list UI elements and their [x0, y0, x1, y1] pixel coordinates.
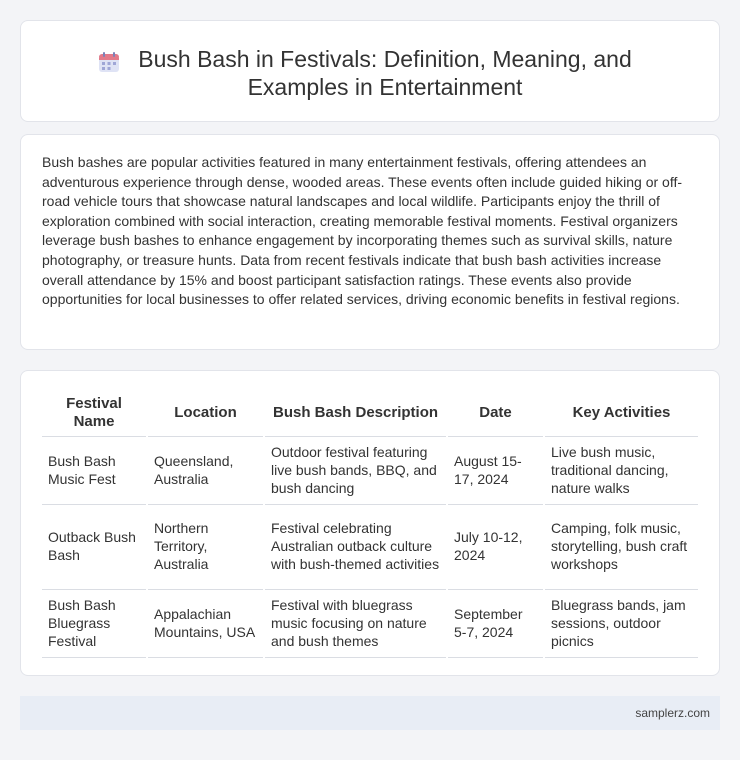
title-wrap: [21, 45, 719, 101]
cell-location: Queensland, Australia: [147, 436, 264, 504]
cell-location: Appalachian Mountains, USA: [147, 589, 264, 657]
table-row: [42, 589, 698, 657]
cell-key-activities: Bluegrass bands, jam sessions, outdoor picnics: [544, 589, 698, 657]
cell-festival-name: Bush Bash Music Fest: [42, 436, 147, 504]
cell-festival-name: Outback Bush Bash: [42, 504, 147, 589]
cell-key-activities: Live bush music, traditional dancing, nature walks: [544, 436, 698, 504]
header-festival-name: Festival Name: [42, 391, 147, 436]
header-location: Location: [147, 391, 264, 436]
title-card: [20, 20, 720, 122]
cell-date: July 10-12, 2024: [447, 504, 544, 589]
intro-paragraph: Bush bashes are popular activities featured in many entertainment festivals, offering attendees an adventurous experience through dense, wooded areas. These events often include guided hiking or off-road vehicle tours that showcase natural landscapes and local wildlife. Participants enjoy the thrill of exploration combined with social interaction, creating memorable festival moments. Festival organizers leverage bush bashes to enhance engagement by incorporating themes such as survival skills, nature photography, or treasure hunts. Data from recent festivals indicate that bush bash activities increase overall attendance by 15% and boost participant satisfaction ratings. These events also provide opportunities for local businesses to offer related services, driving economic benefits in festival regions.: [42, 154, 683, 308]
cell-description: Festival celebrating Australian outback culture with bush-themed activities: [264, 504, 447, 589]
table-card: [20, 370, 720, 676]
festival-table: [42, 391, 698, 658]
footer: [20, 696, 720, 730]
page-title: Bush Bash in Festivals: Definition, Meaning, and Examples in Entertainment: [138, 46, 632, 100]
cell-location: Northern Territory, Australia: [147, 504, 264, 589]
cell-key-activities: Camping, folk music, storytelling, bush craft workshops: [544, 504, 698, 589]
header-date: Date: [447, 391, 544, 436]
cell-date: September 5-7, 2024: [447, 589, 544, 657]
header-description: Bush Bash Description: [264, 391, 447, 436]
table-row: [42, 436, 698, 504]
table-row: [42, 504, 698, 589]
intro-card: [20, 134, 720, 350]
footer-site-link[interactable]: samplerz.com: [635, 706, 710, 720]
header-key-activities: Key Activities: [544, 391, 698, 436]
calendar-icon: [97, 50, 121, 74]
cell-festival-name: Bush Bash Bluegrass Festival: [42, 589, 147, 657]
table-header-row: [42, 391, 698, 436]
cell-description: Festival with bluegrass music focusing on nature and bush themes: [264, 589, 447, 657]
cell-description: Outdoor festival featuring live bush bands, BBQ, and bush dancing: [264, 436, 447, 504]
cell-date: August 15-17, 2024: [447, 436, 544, 504]
